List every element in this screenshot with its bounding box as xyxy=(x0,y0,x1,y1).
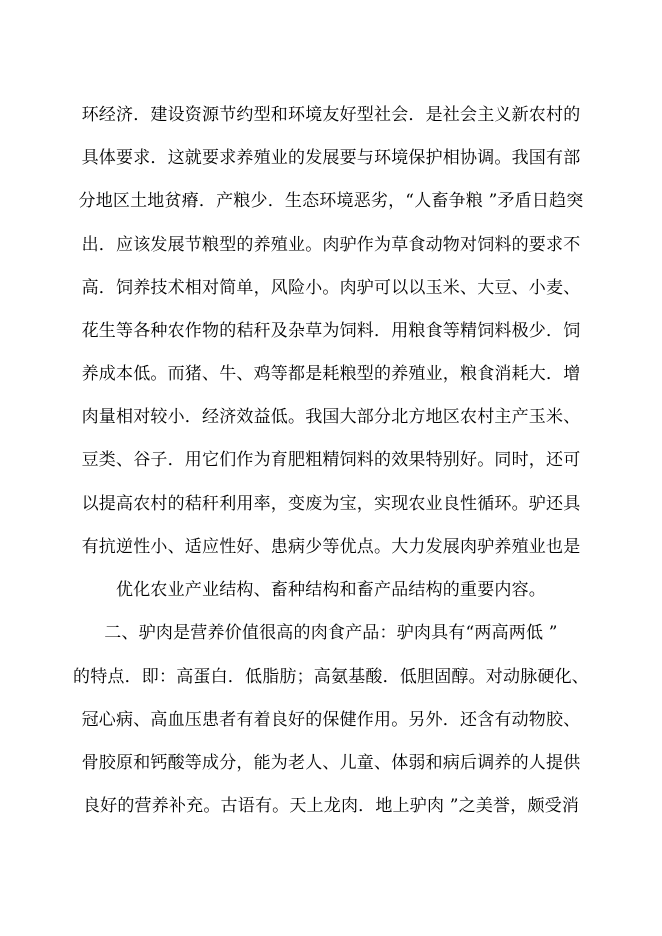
text-line-6: 花生等各种农作物的秸秆及杂草为饲料．用粮食等精饲料极少．饲 xyxy=(81,321,581,341)
text-line-3: 分地区土地贫瘠．产粮少．生态环境恶劣，“人畜争粮 ”矛盾日趋突 xyxy=(78,191,584,211)
text-line-7: 养成本低。而猪、牛、鸡等都是耗粮型的养殖业，粮食消耗大．增 xyxy=(81,364,581,384)
text-line-12: 优化农业产业结构、畜种结构和畜产品结构的重要内容。 xyxy=(116,580,546,600)
text-line-11: 有抗逆性小、适应性好、患病少等优点。大力发展肉驴养殖业也是 xyxy=(81,537,581,557)
text-line-9: 豆类、谷子．用它们作为育肥粗精饲料的效果特别好。同时，还可 xyxy=(81,450,581,470)
text-line-15: 冠心病、高血压患者有着良好的保健作用。另外．还含有动物胶、 xyxy=(81,710,581,730)
text-line-8: 肉量相对较小．经济效益低。我国大部分北方地区农村主产玉米、 xyxy=(81,407,581,427)
text-line-10: 以提高农村的秸秆利用率，变废为宝，实现农业良性循环。驴还具 xyxy=(81,494,581,514)
text-line-5: 高．饲养技术相对简单，风险小。肉驴可以以玉米、大豆、小麦、 xyxy=(81,278,581,298)
text-line-4: 出．应该发展节粮型的养殖业。肉驴作为草食动物对饲料的要求不 xyxy=(81,235,581,255)
text-line-16: 骨胶原和钙酸等成分，能为老人、儿童、体弱和病后调养的人提供 xyxy=(81,753,581,773)
text-line-14: 的特点．即：高蛋白．低脂肪；高氨基酸．低胆固醇。对动脉硬化、 xyxy=(73,667,589,687)
text-line-1: 环经济．建设资源节约型和环境友好型社会．是社会主义新农村的 xyxy=(81,105,581,125)
text-line-13: 二、驴肉是营养价值很高的肉食产品：驴肉具有“两高两低 ” xyxy=(104,623,558,643)
text-line-17: 良好的营养补充。古语有。天上龙肉．地上驴肉 ”之美誉，颇受消 xyxy=(82,796,580,816)
text-line-2: 具体要求．这就要求养殖业的发展要与环境保护相协调。我国有部 xyxy=(81,148,581,168)
